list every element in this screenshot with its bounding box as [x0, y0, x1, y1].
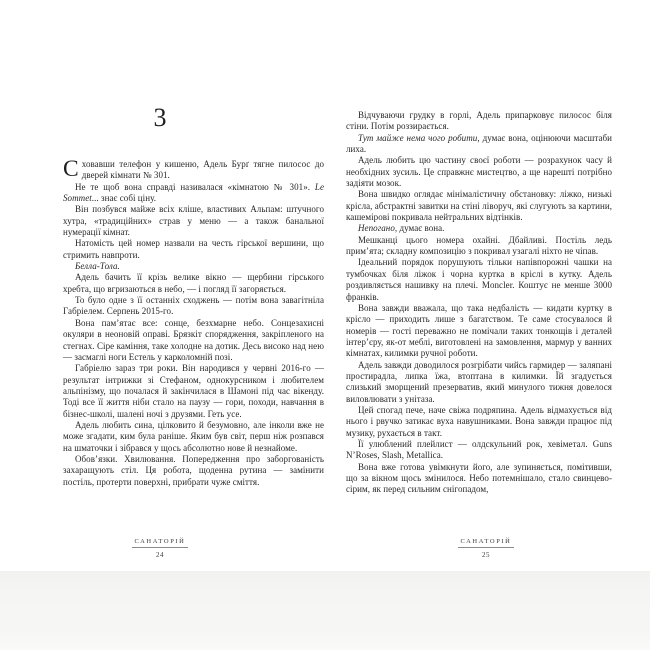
emphasis-text: Непогано [358, 223, 395, 234]
paragraph [346, 189, 612, 223]
emphasis-text: Тут майже нема чого робити [358, 132, 478, 143]
drop-cap: С [63, 156, 79, 182]
paragraph [63, 182, 324, 205]
footer-block [132, 538, 189, 559]
body-text: Вона вже готова увімкнути його, але зупиняється, помітивши, що за вікном щось змінилося. Небо потемнішало, стало свинцево-сірим, як перед сильним снігопадом, [346, 461, 612, 495]
paragraph [346, 223, 612, 234]
paragraph [346, 405, 612, 439]
emphasis-text: Le Sommet [63, 181, 324, 204]
surface-below-pages [0, 571, 650, 650]
paragraph [346, 439, 612, 462]
paragraph [346, 360, 612, 405]
body-text: Вона завжди вважала, що така недбалість — кидати куртку в крісло — приходить лише з багатством. Те саме стосувалося й номерів — гості переважно не помічали таких тонкощів і деталей інтер’єру, як-от меблі, виготовлені на замовлення, мармур у ванних кімнатах, килимки ручної роботи. [346, 302, 612, 359]
body-text: Цей спогад пече, наче свіжа подряпина. Адель відмахується від нього і рвучко затикає вуха навушниками. Вона завжди працює під музику, рухається в такт. [346, 404, 612, 438]
body-text: , думає вона, оцінюючи масштаби лиха. [346, 132, 612, 155]
body-text: Вона швидко оглядає мінімалістичну обстановку: ліжко, низькі крісла, абстрактні завитки на стіні ліворуч, які слугують за картини, кашемірові покривала нейтральних відтінків. [346, 189, 612, 223]
body-text: Адель завжди доводилося розгрібати чийсь гармидер — заляпані простирадла, липка їжа, втоптана в килимки. Їй згадується слизький зморщений презерватив, який минулого тижня довелося виловлювати з унітаза. [346, 359, 612, 404]
page-number: 25 [481, 550, 490, 559]
left-page-text-column [63, 156, 324, 488]
paragraph [63, 454, 324, 488]
paragraph [63, 295, 324, 318]
footer-block [458, 538, 515, 559]
right-page-text-column [346, 110, 612, 496]
body-text: ... знає собі ціну. [91, 193, 157, 204]
paragraph [63, 318, 324, 363]
paragraph [63, 363, 324, 420]
running-title: САНАТОРІЙ [458, 538, 515, 548]
paragraph [346, 110, 612, 133]
body-text: Адель бачить її крізь велике вікно — щербини гірського хребта, що вгризаються в небо, — і погляд її загоряється. [63, 272, 324, 294]
body-text: Відчуваючи грудку в горлі, Адель припарковує пилосос біля стіни. Потім роззирається. [346, 110, 612, 132]
paragraph [63, 272, 324, 295]
chapter-number: 3 [153, 103, 167, 132]
body-text: ховавши телефон у кишеню, Адель Бурґ тягне пилосос до дверей кімнати № 301. [81, 159, 324, 181]
paragraph [346, 155, 612, 189]
paragraph [346, 235, 612, 258]
body-text: Він позбувся майже всіх кліше, властивих Альпам: штучного хутра, «традиційних» страв у меню — а також банальної нумерації кімнат. [63, 204, 324, 238]
body-text: Вона пам’ятає все: сонце, безхмарне небо. Сонцезахисні окуляри в неоновій оправі. Брязкіт спорядження, закріпленого на стегнах. Сіре каміння, таке холодне на дотик. Десь високо над нею — засмаглі ноги Естель у карколомній позі. [63, 317, 324, 362]
paragraph [63, 156, 324, 182]
page-number: 24 [155, 550, 164, 559]
paragraph [63, 261, 324, 272]
paragraph [63, 420, 324, 454]
left-page-footer [0, 538, 320, 562]
body-text: , думає вона. [394, 223, 445, 234]
running-title: САНАТОРІЙ [132, 538, 189, 548]
body-text: Її улюблений плейлист — олдскульний рок, хевіметал. Guns N’Roses, Slash, Metallica. [346, 438, 612, 461]
paragraph [346, 462, 612, 496]
right-page [332, 0, 650, 571]
paragraph [346, 257, 612, 302]
body-text: Адель любить цю частину своєї роботи — розрахунок часу й необхідних зусиль. Це справжнє мистецтво, а ще нарешті потрібно задіяти мозок. [346, 155, 612, 189]
paragraph [346, 133, 612, 156]
body-text: Обов’язки. Хвилювання. Попередження про заборгованість захаращують стіл. Ця робота, щоденна рутина — замінити постіль, протерти поверхні, прибрати чуже сміття. [63, 453, 324, 487]
left-page [0, 0, 332, 571]
emphasis-text: Белла-Тола. [75, 261, 120, 272]
right-page-footer [332, 538, 640, 562]
body-text: Ідеальний порядок порушують тільки напівпорожні чашки на тумбочках біля ліжок і чорна куртка в кріслі в кутку. Адель роздивляється нашивку на плечі. Moncler. Коштує не менше 3000 франків. [346, 257, 612, 302]
body-text: Адель любить сина, цілковито й безумовно, але інколи вже не може згадати, ким була раніше. Яким був світ, перш ніж розпався на шматочки і зібрався у щось абсолютно нове й незнайоме. [63, 419, 324, 453]
paragraph [63, 238, 324, 261]
body-text: Натомість цей номер назвали на честь гірської вершини, що стримить навпроти. [63, 238, 324, 260]
body-text: Габріелю зараз три роки. Він народився у червні 2016-го — результат інтрижки зі Стефаном, однокурсником і любителем альпінізму, що почалася й закінчилася в Шамоні під час вікенду. Тоді все її життя ніби стало на паузу — гори, походи, навчання в бізнес-школі, шалені ночі з друзями. Геть усе. [63, 363, 324, 419]
body-text: То було одне з її останніх сходжень — потім вона завагітніла Габріелем. Серпень 2015-го. [63, 295, 324, 317]
paragraph [346, 303, 612, 360]
body-text: Мешканці цього номера охайні. Дбайливі. Постіль ледь прим’ята; складну композицію з покривал узагалі ніхто не чіпав. [346, 234, 612, 257]
paragraph [63, 204, 324, 238]
body-text: Не те щоб вона справді називалася «кімнатою № 301». [75, 181, 315, 192]
